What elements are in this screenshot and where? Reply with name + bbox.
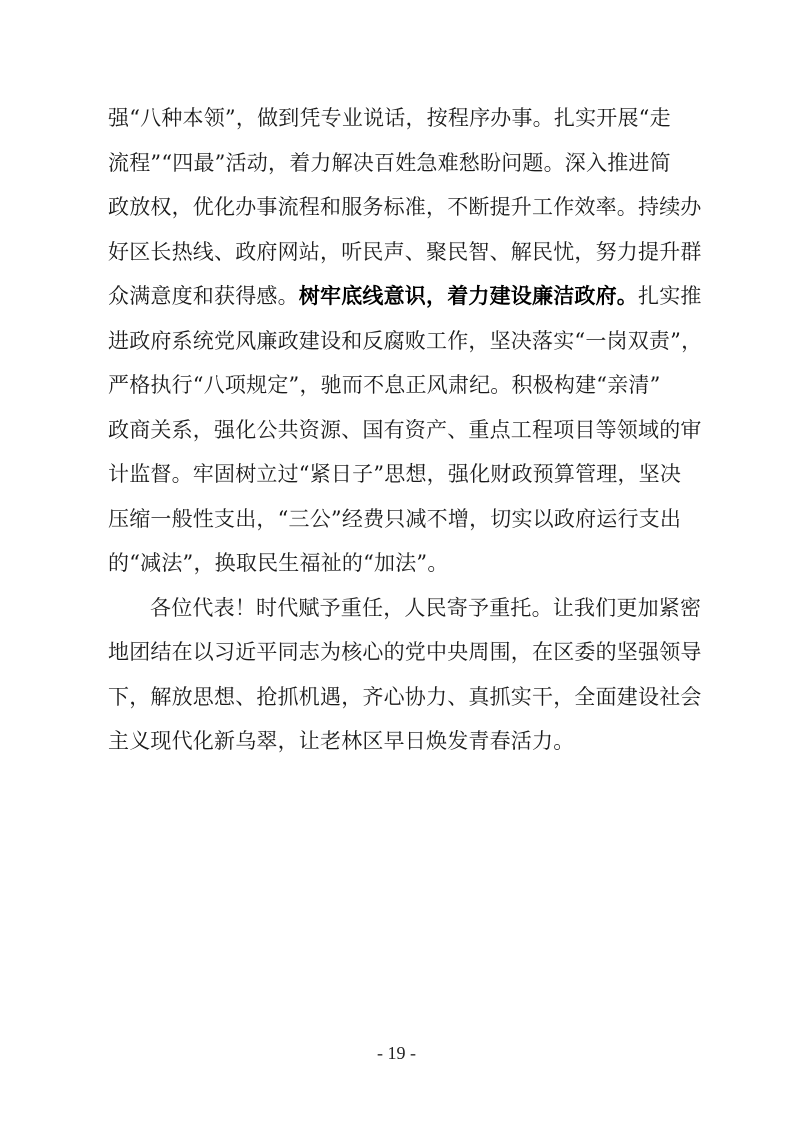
page-number: - 19 - <box>377 1043 416 1063</box>
text-line-with-heading <box>108 278 728 314</box>
text-line: 地团结在以习近平同志为核心的党中央周围，在区委的坚强领导 <box>108 640 702 664</box>
text-line: 政放权，优化办事流程和服务标准，不断提升工作效率。持续办 <box>108 195 702 219</box>
text-line: 流程”“四最”活动，着力解决百姓急难愁盼问题。深入推进简 <box>108 150 671 175</box>
text-run: 扎实推 <box>638 284 702 308</box>
text-line: 政商关系，强化公共资源、国有资产、重点工程项目等领域的审 <box>108 417 702 442</box>
text-line: 的“减法”，换取民生福祉的“加法”。 <box>108 551 449 575</box>
paragraph-first-line: 各位代表！时代赋予重任，人民寄予重托。让我们更加紧密 <box>150 595 702 620</box>
text-line: 下，解放思想、抢抓机遇，齐心协力、真抓实干，全面建设社会 <box>108 684 702 709</box>
bold-heading: 树牢底线意识，着力建设廉洁政府。 <box>298 284 639 308</box>
text-line: 严格执行“八项规定”，驰而不息正风肃纪。积极构建“亲清” <box>108 373 661 397</box>
text-line: 强“八种本领”，做到凭专业说话，按程序办事。扎实开展“走 <box>108 106 671 130</box>
text-line: 好区长热线、政府网站，听民声、聚民智、解民忧，努力提升群 <box>108 239 702 264</box>
text-line: 计监督。牢固树立过“紧日子”思想，强化财政预算管理，坚决 <box>108 462 682 486</box>
text-line: 压缩一般性支出，“三公”经费只减不增，切实以政府运行支出 <box>108 506 682 531</box>
body-text <box>108 100 728 759</box>
text-line: 进政府系统党风廉政建设和反腐败工作，坚决落实“一岗双责”， <box>108 328 703 353</box>
text-run: 众满意度和获得感。 <box>108 284 299 308</box>
text-line: 主义现代化新乌翠，让老林区早日焕发青春活力。 <box>108 729 575 753</box>
